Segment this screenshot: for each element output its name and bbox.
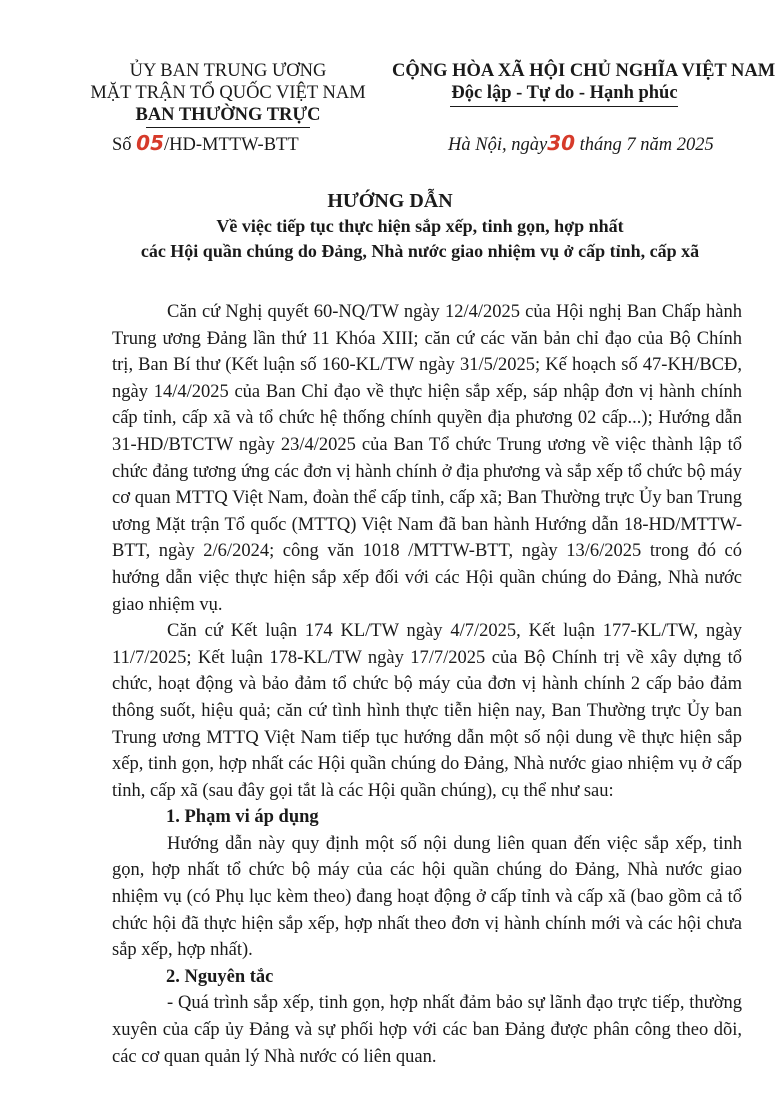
national-title: CỘNG HÒA XÃ HỘI CHỦ NGHĨA VIỆT NAM [392, 61, 776, 81]
document-subtitle-2: các Hội quần chúng do Đảng, Nhà nước giao nhiệm vụ ở cấp tỉnh, cấp xã [140, 241, 700, 261]
document-number [112, 132, 392, 156]
agency-line-2: MẶT TRẬN TỔ QUỐC VIỆT NAM [90, 83, 366, 103]
date-suffix: tháng 7 năm 2025 [579, 135, 714, 155]
handwritten-day: 30 [547, 131, 576, 155]
handwritten-number: 05 [136, 131, 165, 155]
motto-underline [450, 106, 678, 107]
agency-underline [146, 127, 310, 128]
section-1-text: Hướng dẫn này quy định một số nội dung liên quan đến việc sắp xếp, tinh gọn, hợp nhất tổ chức bộ máy của các hội quần chúng do Đảng, Nhà nước giao nhiệm vụ (có Phụ lục kèm theo) đang hoạt động ở cấp tỉnh và cấp xã (bao gồm cả tổ chức hội đã thực hiện sắp xếp, hợp nhất theo đơn vị hành chính mới và các hội chưa sắp xếp, hợp nhất). [112, 833, 742, 961]
document-title: HƯỚNG DẪN [327, 190, 453, 212]
date-prefix: Hà Nội, ngày [448, 135, 548, 155]
paragraph-legal-basis-2: Căn cứ Kết luận 174 KL/TW ngày 4/7/2025, Kết luận 177-KL/TW, ngày 11/7/2025; Kết luận 178-KL/TW ngày 17/7/2025 của Bộ Chính trị về xây dựng tổ chức, hoạt động và bảo đảm tổ chức bộ máy của đơn vị hành chính 2 cấp bảo đảm thông suốt, hiệu quả; căn cứ tình hình thực tiễn hiện nay, Ban Thường trực Ủy ban Trung ương MTTQ Việt Nam tiếp tục hướng dẫn một số nội dung về thực hiện sắp xếp, tinh gọn, hợp nhất các Hội quần chúng do Đảng, Nhà nước giao nhiệm vụ ở cấp tỉnh, cấp xã (sau đây gọi tắt là các Hội quần chúng), cụ thể như sau: [112, 621, 742, 801]
place-date [448, 132, 748, 156]
document-subtitle-1: Về việc tiếp tục thực hiện sắp xếp, tinh gọn, hợp nhất [216, 216, 624, 236]
issuing-agency-block [70, 60, 386, 126]
agency-line-3: BAN THƯỜNG TRỰC [135, 105, 321, 125]
paragraph-legal-basis-1: Căn cứ Nghị quyết 60-NQ/TW ngày 12/4/2025 của Hội nghị Ban Chấp hành Trung ương Đảng lần thứ 11 Khóa XIII; căn cứ các văn bản chỉ đạo của Bộ Chính trị, Ban Bí thư (Kết luận số 160-KL/TW ngày 31/5/2025; Kế hoạch số 47-KH/BCĐ, ngày 14/4/2025 của Ban Chỉ đạo về thực hiện sắp xếp, sáp nhập đơn vị hành chính cấp tỉnh, cấp xã và tổ chức hệ thống chính quyền địa phương 02 cấp...); Hướng dẫn 31-HD/BTCTW ngày 23/4/2025 của Ban Tổ chức Trung ương về việc thành lập tổ chức đảng tương ứng các đơn vị hành chính ở địa phương và sắp xếp tổ chức bộ máy cơ quan MTTQ Việt Nam, đoàn thể cấp tỉnh, cấp xã; Ban Thường trực Ủy ban Trung ương Mặt trận Tổ quốc (MTTQ) Việt Nam đã ban hành Hướng dẫn 18-HD/MTTW-BTT, ngày 2/6/2024; công văn 1018 /MTTW-BTT, ngày 13/6/2025 trong đó có hướng dẫn việc thực hiện sắp xếp đối với các Hội quần chúng do Đảng, Nhà nước giao nhiệm vụ. [112, 302, 742, 615]
document-number-prefix: Số [112, 135, 132, 155]
section-1-heading: 1. Phạm vi áp dụng [166, 807, 319, 828]
national-motto: Độc lập - Tự do - Hạnh phúc [451, 83, 678, 103]
document-number-suffix: /HD-MTTW-BTT [164, 135, 299, 155]
section-2-text: - Quá trình sắp xếp, tinh gọn, hợp nhất đảm bảo sự lãnh đạo trực tiếp, thường xuyên của cấp ủy Đảng và sự phối hợp với các ban Đảng được phân công theo dõi, các cơ quan quản lý Nhà nước có liên quan. [112, 993, 742, 1067]
section-2-heading: 2. Nguyên tắc [166, 966, 274, 987]
agency-line-1: ỦY BAN TRUNG ƯƠNG [129, 61, 327, 81]
national-title-block [392, 60, 776, 104]
document-body [112, 299, 742, 1070]
